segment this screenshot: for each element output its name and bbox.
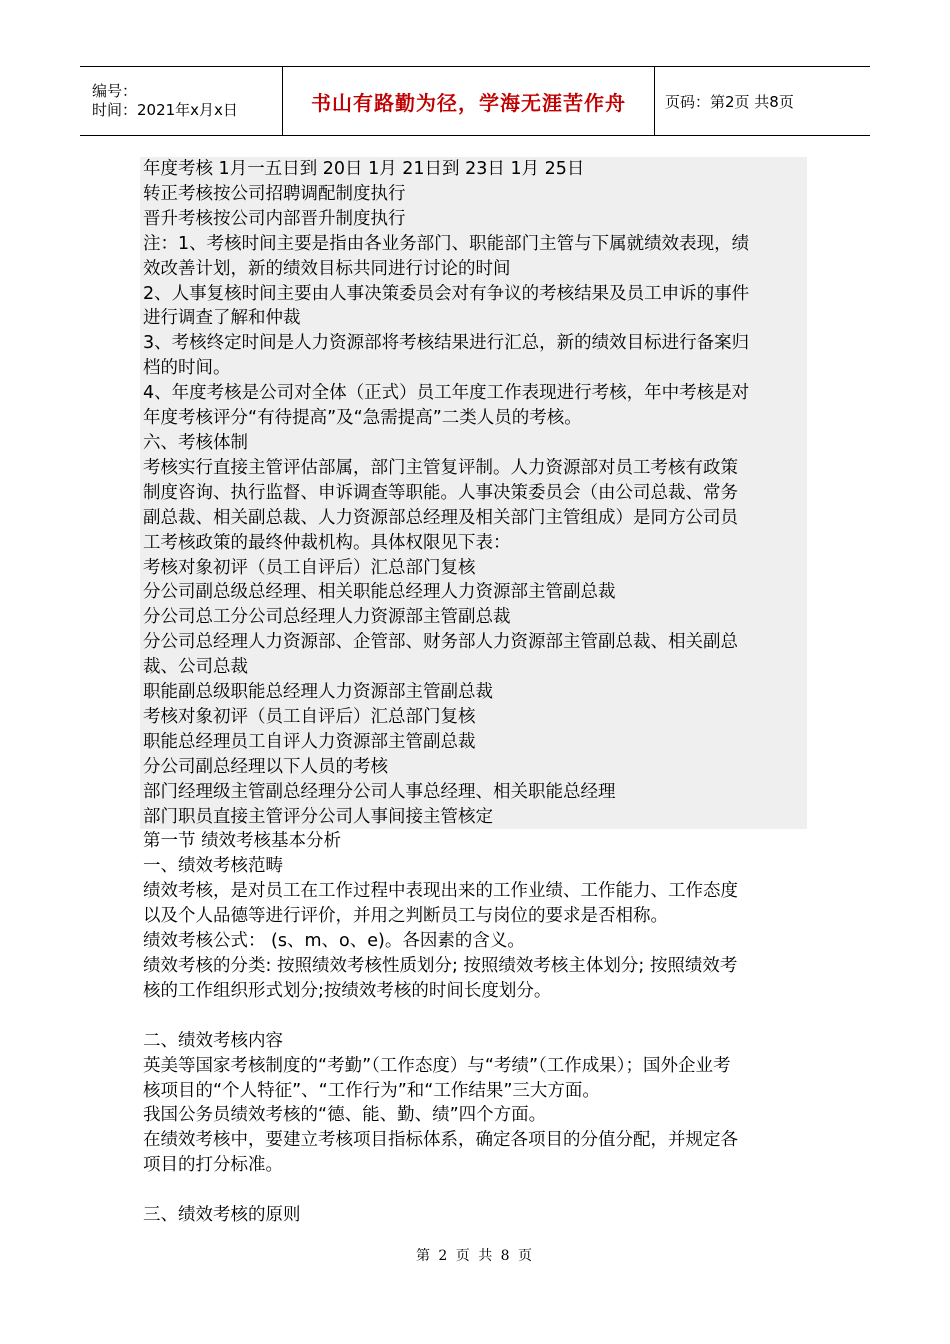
page-header <box>80 66 870 136</box>
text-line: 分公司副总级总经理、相关职能总经理人力资源部主管副总裁 <box>143 582 616 603</box>
text-line: 部门职员直接主管评分公司人事间接主管核定 <box>143 806 493 827</box>
blank-line <box>143 1004 807 1029</box>
text-line: 4、年度考核是公司对全体（正式）员工年度工作表现进行考核，年中考核是对 <box>143 383 750 404</box>
section-heading: 一、绩效考核范畴 <box>143 856 283 877</box>
text-line: 效改善计划，新的绩效目标共同进行讨论的时间 <box>143 258 511 279</box>
text-line: 核项目的“个人特征”、“工作行为”和“工作结果”三大方面。 <box>143 1080 600 1101</box>
document-body <box>143 157 807 1228</box>
text-line: 职能副总级职能总经理人力资源部主管副总裁 <box>143 682 493 703</box>
header-motto: 书山有路勤为径，学海无涯苦作舟 <box>283 67 655 135</box>
shaded-text-block <box>143 157 807 829</box>
text-line: 晋升考核按公司内部晋升制度执行 <box>143 208 406 229</box>
section-heading: 六、考核体制 <box>143 432 248 453</box>
text-line: 绩效考核，是对员工在工作过程中表现出来的工作业绩、工作能力、工作态度 <box>143 881 738 902</box>
text-line: 制度咨询、执行监督、申诉调查等职能。人事决策委员会（由公司总裁、常务 <box>143 482 738 503</box>
text-line: 2、人事复核时间主要由人事决策委员会对有争议的考核结果及员工申诉的事件 <box>143 283 750 304</box>
text-line: 部门经理级主管副总经理分公司人事总经理、相关职能总经理 <box>143 781 616 802</box>
text-line: 在绩效考核中，要建立考核项目指标体系，确定各项目的分值分配，并规定各 <box>143 1130 738 1151</box>
text-line: 项目的打分标准。 <box>143 1155 283 1176</box>
section-heading: 第一节 绩效考核基本分析 <box>143 831 342 852</box>
text-line: 转正考核按公司招聘调配制度执行 <box>143 183 406 204</box>
blank-line <box>143 1178 807 1203</box>
text-line: 绩效考核公式： (s、m、o、e)。各因素的含义。 <box>143 931 525 952</box>
page-footer: 第 2 页 共 8 页 <box>415 1248 535 1264</box>
text-line: 档的时间。 <box>143 358 231 379</box>
text-line: 绩效考核的分类: 按照绩效考核性质划分; 按照绩效考核主体划分; 按照绩效考 <box>143 956 738 976</box>
text-line: 考核对象初评（员工自评后）汇总部门复核 <box>143 706 476 727</box>
text-line: 副总裁、相关副总裁、人力资源部总经理及相关部门主管组成）是同方公司员 <box>143 507 738 528</box>
text-line: 年度考核 1月一五日到 20日 1月 21日到 23日 1月 25日 <box>143 159 585 179</box>
number-label: 编号： <box>92 82 138 100</box>
text-line: 分公司副总经理以下人员的考核 <box>143 756 388 777</box>
text-line: 3、考核终定时间是人力资源部将考核结果进行汇总，新的绩效目标进行备案归 <box>143 333 750 354</box>
text-line: 以及个人品德等进行评价，并用之判断员工与岗位的要求是否相称。 <box>143 906 668 927</box>
section-heading: 二、绩效考核内容 <box>143 1030 283 1051</box>
text-line: 进行调查了解和仲裁 <box>143 308 301 329</box>
text-line: 注：1、考核时间主要是指由各业务部门、职能部门主管与下属就绩效表现，绩 <box>143 233 750 254</box>
text-line: 分公司总经理人力资源部、企管部、财务部人力资源部主管副总裁、相关副总 <box>143 632 738 653</box>
text-line: 英美等国家考核制度的“考勤”（工作态度）与“考绩”（工作成果）；国外企业考 <box>143 1055 731 1076</box>
text-line: 分公司总工分公司总经理人力资源部主管副总裁 <box>143 607 511 628</box>
header-page-info: 页码：第2页 共8页 <box>665 92 794 111</box>
plain-text-block <box>143 829 807 1227</box>
text-line: 工考核政策的最终仲裁机构。具体权限见下表： <box>143 532 511 553</box>
text-line: 我国公务员绩效考核的“德、能、勤、绩”四个方面。 <box>143 1105 547 1126</box>
text-line: 考核实行直接主管评估部属，部门主管复评制。人力资源部对员工考核有政策 <box>143 457 738 478</box>
time-label: 时间：2021年x月x日 <box>92 101 238 119</box>
section-heading: 三、绩效考核的原则 <box>143 1205 301 1226</box>
header-meta <box>80 67 283 135</box>
text-line: 职能总经理员工自评人力资源部主管副总裁 <box>143 731 476 752</box>
text-line: 裁、公司总裁 <box>143 657 248 678</box>
text-line: 考核对象初评（员工自评后）汇总部门复核 <box>143 557 476 578</box>
text-line: 年度考核评分“有待提高”及“急需提高”二类人员的考核。 <box>143 408 582 429</box>
text-line: 核的工作组织形式划分;按绩效考核的时间长度划分。 <box>143 980 552 1001</box>
